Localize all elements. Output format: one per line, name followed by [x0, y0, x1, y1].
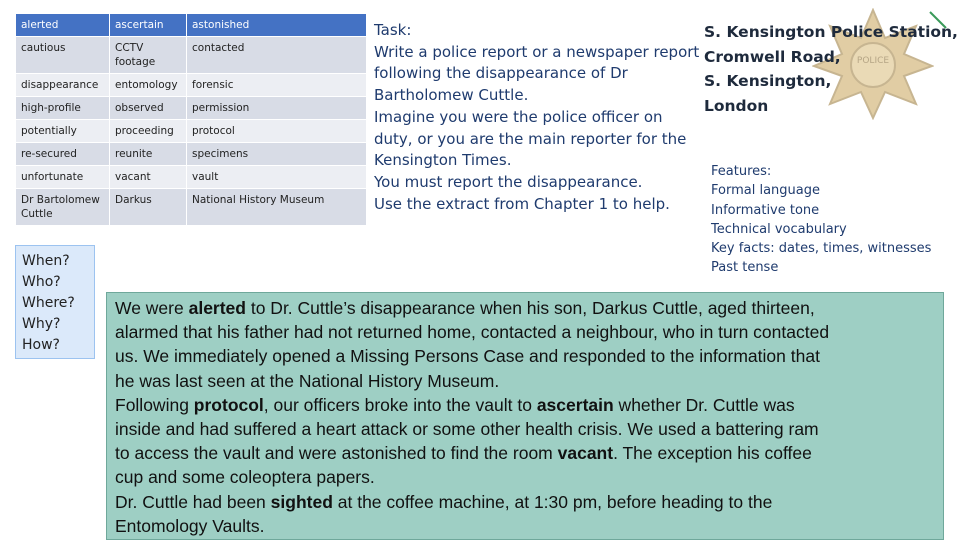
report-text: to access the vault and were astonished to find the room — [115, 443, 558, 464]
task-line: following the disappearance of Dr — [374, 64, 628, 83]
vocab-word: re-secured — [16, 143, 110, 166]
features-list — [711, 162, 931, 278]
question-prompts-box — [15, 245, 95, 359]
report-text: at the coffee machine, at 1:30 pm, before heading to the — [332, 491, 773, 512]
vocab-word: entomology — [110, 74, 187, 97]
report-line — [115, 441, 937, 465]
task-line: You must report the disappearance. — [374, 172, 643, 191]
report-text: to Dr. Cuttle’s disappearance when his son, Darkus Cuttle, aged thirteen, — [245, 298, 815, 318]
report-extract — [106, 292, 944, 540]
report-text: , our officers broke into the vault to — [263, 394, 537, 415]
vocab-word: alerted — [16, 14, 110, 37]
vocab-word: forensic — [187, 74, 367, 97]
report-text: whether Dr. Cuttle was — [613, 394, 795, 415]
feature-item: Informative tone — [711, 202, 820, 218]
vocab-word: high-profile — [16, 97, 110, 120]
vocab-row — [16, 97, 367, 120]
report-line — [115, 320, 937, 344]
vocab-word: protocol — [187, 120, 367, 143]
report-text: us. We immediately opened a Missing Persons Case and responded to the information that — [115, 346, 820, 367]
report-text: Entomology Vaults. — [115, 515, 265, 536]
report-line — [115, 514, 937, 538]
report-line — [115, 369, 937, 393]
task-line: Bartholomew Cuttle. — [374, 86, 529, 105]
report-line — [115, 393, 937, 417]
task-line: duty, or you are the main reporter for the — [374, 129, 687, 148]
question-who: Who? — [22, 274, 61, 290]
report-text: Dr. Cuttle had been — [115, 491, 271, 512]
report-line — [115, 296, 937, 320]
vocab-word: unfortunate — [16, 166, 110, 189]
vocab-word: disappearance — [16, 74, 110, 97]
vocab-word: vault — [187, 166, 367, 189]
report-line — [115, 490, 937, 514]
question-how: How? — [22, 337, 60, 353]
question-where: Where? — [22, 295, 75, 311]
vocab-word: reunite — [110, 143, 187, 166]
vocab-word: observed — [110, 97, 187, 120]
feature-item: Formal language — [711, 183, 820, 199]
vocab-word: permission — [187, 97, 367, 120]
report-text: cup and some coleoptera papers. — [115, 467, 375, 488]
vocab-word: vacant — [110, 166, 187, 189]
vocab-row — [16, 37, 367, 74]
report-line — [115, 465, 937, 489]
address-line: Cromwell Road, — [704, 47, 841, 66]
task-line: Imagine you were the police officer on — [374, 107, 663, 126]
address-line: S. Kensington, — [704, 72, 832, 90]
report-keyword: protocol — [193, 394, 264, 415]
report-keyword: alerted — [188, 298, 246, 318]
address-line: S. Kensington Police Station, — [704, 23, 958, 41]
features-heading: Features: — [711, 164, 772, 179]
report-line — [115, 344, 937, 368]
vocab-word: astonished — [187, 14, 367, 37]
task-heading: Task: — [374, 21, 412, 39]
report-text: We were — [115, 298, 189, 318]
feature-item: Key facts: dates, times, witnesses — [711, 241, 932, 257]
feature-item: Past tense — [711, 260, 779, 276]
vocab-word: ascertain — [110, 14, 187, 37]
report-line — [115, 417, 937, 441]
badge-text: POLICE — [856, 56, 890, 66]
report-keyword: ascertain — [536, 394, 614, 415]
report-keyword: sighted — [270, 491, 333, 512]
question-when: When? — [22, 253, 70, 269]
vocab-row — [16, 143, 367, 166]
report-text: Following — [115, 394, 194, 415]
vocab-row — [16, 74, 367, 97]
task-line: Write a police report or a newspaper report — [374, 42, 700, 61]
task-line: Use the extract from Chapter 1 to help. — [374, 194, 670, 213]
report-text: . The exception his coffee — [613, 443, 812, 464]
report-keyword: vacant — [557, 443, 614, 464]
vocab-row — [16, 120, 367, 143]
feature-item: Technical vocabulary — [711, 221, 847, 237]
vocab-word: specimens — [187, 143, 367, 166]
vocab-word: contacted — [187, 37, 367, 74]
address-line: London — [704, 96, 769, 115]
vocab-word: CCTV footage — [110, 37, 187, 74]
police-station-address — [704, 20, 958, 118]
vocab-row — [16, 166, 367, 189]
task-line: Kensington Times. — [374, 151, 512, 170]
task-instructions — [374, 20, 704, 215]
vocab-word: proceeding — [110, 120, 187, 143]
vocab-row — [16, 189, 367, 226]
report-text: inside and had suffered a heart attack or some other health crisis. We used a battering ram — [115, 419, 819, 440]
vocabulary-table — [15, 13, 367, 226]
vocab-word: Dr Bartolomew Cuttle — [16, 189, 110, 226]
report-text: he was last seen at the National History Museum. — [115, 370, 500, 391]
vocabulary-table-body — [16, 14, 367, 226]
vocab-word: cautious — [16, 37, 110, 74]
question-why: Why? — [22, 316, 61, 332]
report-text: alarmed that his father had not returned home, contacted a neighbour, who in turn contacted — [115, 322, 830, 343]
vocab-word: National History Museum — [187, 189, 367, 226]
vocab-word: Darkus — [110, 189, 187, 226]
vocab-word: potentially — [16, 120, 110, 143]
vocab-header-row — [16, 14, 367, 37]
